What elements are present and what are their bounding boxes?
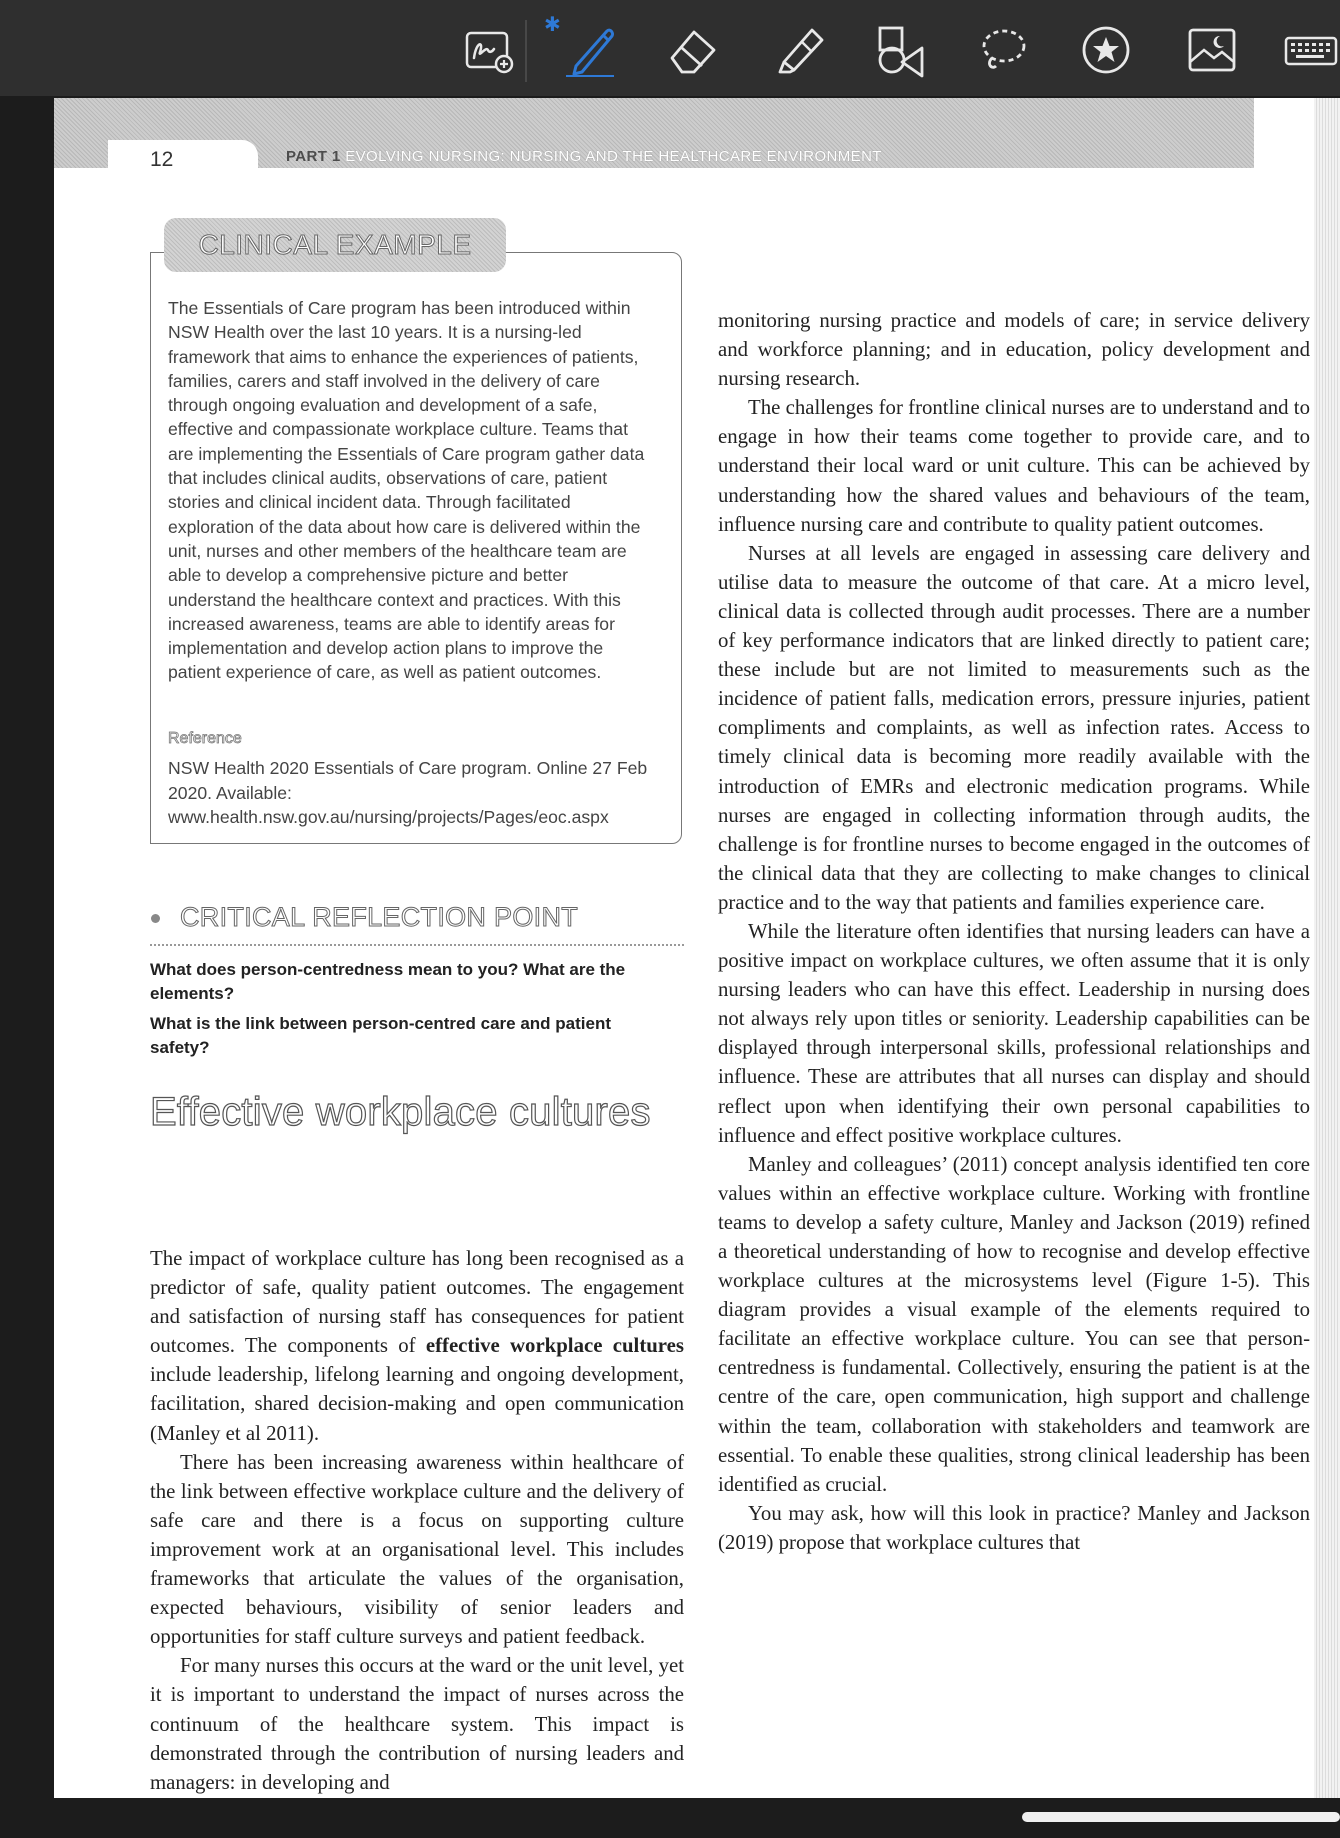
reflection-question-1: What does person-centredness mean to you? What are the elements? bbox=[150, 960, 626, 1003]
clinical-example-body: The Essentials of Care program has been introduced within NSW Health over the last 10 years. It is a nursing-led framework that aims to enhance the experiences of patients, families, carers and staff involved in the delivery of care through ongoing evaluation and development of a safe, effective and compassionate workplace culture. Teams that are implementing the Essentials of Care program gather data that includes clinical audits, observations of care, patient stories and clinical incident data. Through facilitated exploration of the data about how care is delivered within the unit, nurses and other members of the healthcare team are able to develop a comprehensive picture and better understand the healthcare context and practices. With this increased awareness, teams are able to identify areas for implementation and develop action plans to improve the patient experience of care, as well as patient outcomes. bbox=[168, 298, 645, 683]
highlighter-tool-icon bbox=[772, 22, 828, 78]
running-head-title: EVOLVING NURSING: NURSING AND THE HEALTHCARE ENVIRONMENT bbox=[345, 148, 882, 165]
body-paragraph bbox=[150, 1244, 684, 1448]
eraser-tool-button[interactable] bbox=[660, 18, 724, 82]
shapes-tool-icon bbox=[872, 22, 928, 78]
bluetooth-icon: ✱ bbox=[544, 12, 561, 36]
shapes-tool-button[interactable] bbox=[868, 18, 932, 82]
body-paragraph: monitoring nursing practice and models of care; in service delivery and workforce planning; and in education, policy development and nursing research. bbox=[718, 309, 1310, 391]
clinical-example-tab bbox=[164, 218, 506, 272]
pen-tool-button[interactable] bbox=[558, 18, 622, 82]
highlighter-tool-button[interactable] bbox=[768, 18, 832, 82]
clinical-example-title: CLINICAL EXAMPLE bbox=[198, 229, 472, 260]
keyboard-tool-icon bbox=[1282, 22, 1338, 78]
reference-label: Reference bbox=[168, 730, 242, 747]
page-number-tab bbox=[108, 140, 258, 178]
page-number: 12 bbox=[150, 148, 174, 171]
keyboard-tool-button[interactable] bbox=[1278, 18, 1340, 82]
reflection-title: CRITICAL REFLECTION POINT bbox=[180, 902, 579, 932]
reflection-question-2: What is the link between person-centred care and patient safety? bbox=[150, 1014, 611, 1057]
lasso-tool-button[interactable] bbox=[970, 18, 1034, 82]
eraser-tool-icon bbox=[664, 22, 720, 78]
reference-text: NSW Health 2020 Essentials of Care program. Online 27 Feb 2020. Available: www.health.nsw.gov.au/nursing/projects/Pages/eoc.aspx bbox=[168, 758, 648, 827]
lasso-tool-icon bbox=[974, 22, 1030, 78]
body-paragraph: For many nurses this occurs at the ward or the unit level, yet it is important to understand the impact of nurses across the continuum of the healthcare system. This impact is demonstrated through the contribution of nursing leaders and managers: in developing and bbox=[150, 1654, 684, 1794]
body-paragraph: Manley and colleagues’ (2011) concept analysis identified ten core values within an effective workplace culture. Working with frontline teams to develop a safety culture, Manley and Jackson (2019) refined a theoretical understanding of how to recognise and develop effective workplace cultures at the microsystems level (Figure 1-5). This diagram provides a visual example of the elements required to facilitate an effective workplace culture. You can see that person-centredness is fundamental. Collectively, ensuring the patient is at the centre of the care, open communication, high support and challenge within the team, collaboration with stakeholders and teamwork are essential. To enable these qualities, strong clinical leadership has been identified as crucial. bbox=[718, 1152, 1310, 1496]
body-paragraph: While the literature often identifies that nursing leaders can have a positive impact on workplace cultures, we often assume that it is only nursing leaders who can have this effect. Leadership in nursing does not always rely upon titles or seniority. Leadership capabilities can be displayed through interpersonal skills, professional relationships and influence. These are attributes that all nurses can display and should reflect upon when identifying their own personal capabilities to influence and effect positive workplace cultures. bbox=[718, 919, 1310, 1147]
annotation-toolbar bbox=[0, 0, 1340, 96]
running-head-part: PART 1 bbox=[286, 148, 341, 165]
image-tool-button[interactable] bbox=[1180, 18, 1244, 82]
image-tool-icon bbox=[1184, 22, 1240, 78]
left-column-body bbox=[150, 1244, 684, 1797]
running-head bbox=[286, 148, 882, 165]
body-paragraph: The challenges for frontline clinical nurses are to understand and to engage in how their teams come together to provide care, and to understand their local ward or unit culture. This can be achieved by understanding how the shared values and behaviours of the team, influence nursing care and contribute to quality patient outcomes. bbox=[718, 396, 1310, 536]
body-paragraph: Nurses at all levels are engaged in assessing care delivery and utilise data to measure the outcome of that care. At a micro level, clinical data is collected through audit processes. There are a number of key performance indicators that are linked directly to patient care; these include but are not limited to measurements such as the incidence of patient falls, medication errors, pressure injuries, patient compliments and complaints, as well as infection rates. Access to timely clinical data is becoming more readily available with the introduction of EMRs and electronic medication programs. While nurses are engaged in collecting information through audits, the challenge is for frontline nurses to become engaged in the outcomes of the clinical data that they are collecting to make changes to clinical practice and to the way that patients and families experience care. bbox=[718, 541, 1310, 914]
section-heading: Effective workplace cultures bbox=[150, 1090, 651, 1134]
handwriting-tool-icon bbox=[462, 22, 518, 78]
page-edge-shadow bbox=[1314, 98, 1340, 1798]
home-indicator[interactable] bbox=[1022, 1812, 1340, 1822]
bullet-dot bbox=[151, 914, 160, 923]
sticker-tool-button[interactable] bbox=[1074, 18, 1138, 82]
text-run: The impact of workplace culture has long been recognised as a predictor of safe, quality patient outcomes. The engagement and satisfaction of nursing staff has consequences for patient outcomes. The components of bbox=[150, 1247, 684, 1358]
right-column-body bbox=[718, 306, 1310, 1557]
toolbar-divider bbox=[525, 20, 527, 82]
dotted-divider bbox=[150, 944, 684, 946]
body-paragraph: You may ask, how will this look in practice? Manley and Jackson (2019) propose that workplace cultures that bbox=[718, 1501, 1310, 1554]
document-page[interactable] bbox=[54, 98, 1340, 1798]
text-run: include leadership, lifelong learning and ongoing development, facilitation, shared decision-making and open communication (Manley et al 2011). bbox=[150, 1363, 684, 1445]
handwriting-tool-button[interactable] bbox=[458, 18, 522, 82]
body-paragraph: There has been increasing awareness within healthcare of the link between effective workplace culture and the delivery of safe care and there is a focus on supporting culture improvement work at an organisational level. This includes frameworks that articulate the values of the organisation, expected behaviours, visibility of senior leaders and opportunities for staff culture surveys and patient feedback. bbox=[150, 1450, 684, 1649]
sticker-tool-icon bbox=[1078, 22, 1134, 78]
bold-term: effective workplace cultures bbox=[425, 1334, 684, 1358]
pen-tool-icon bbox=[562, 22, 618, 78]
